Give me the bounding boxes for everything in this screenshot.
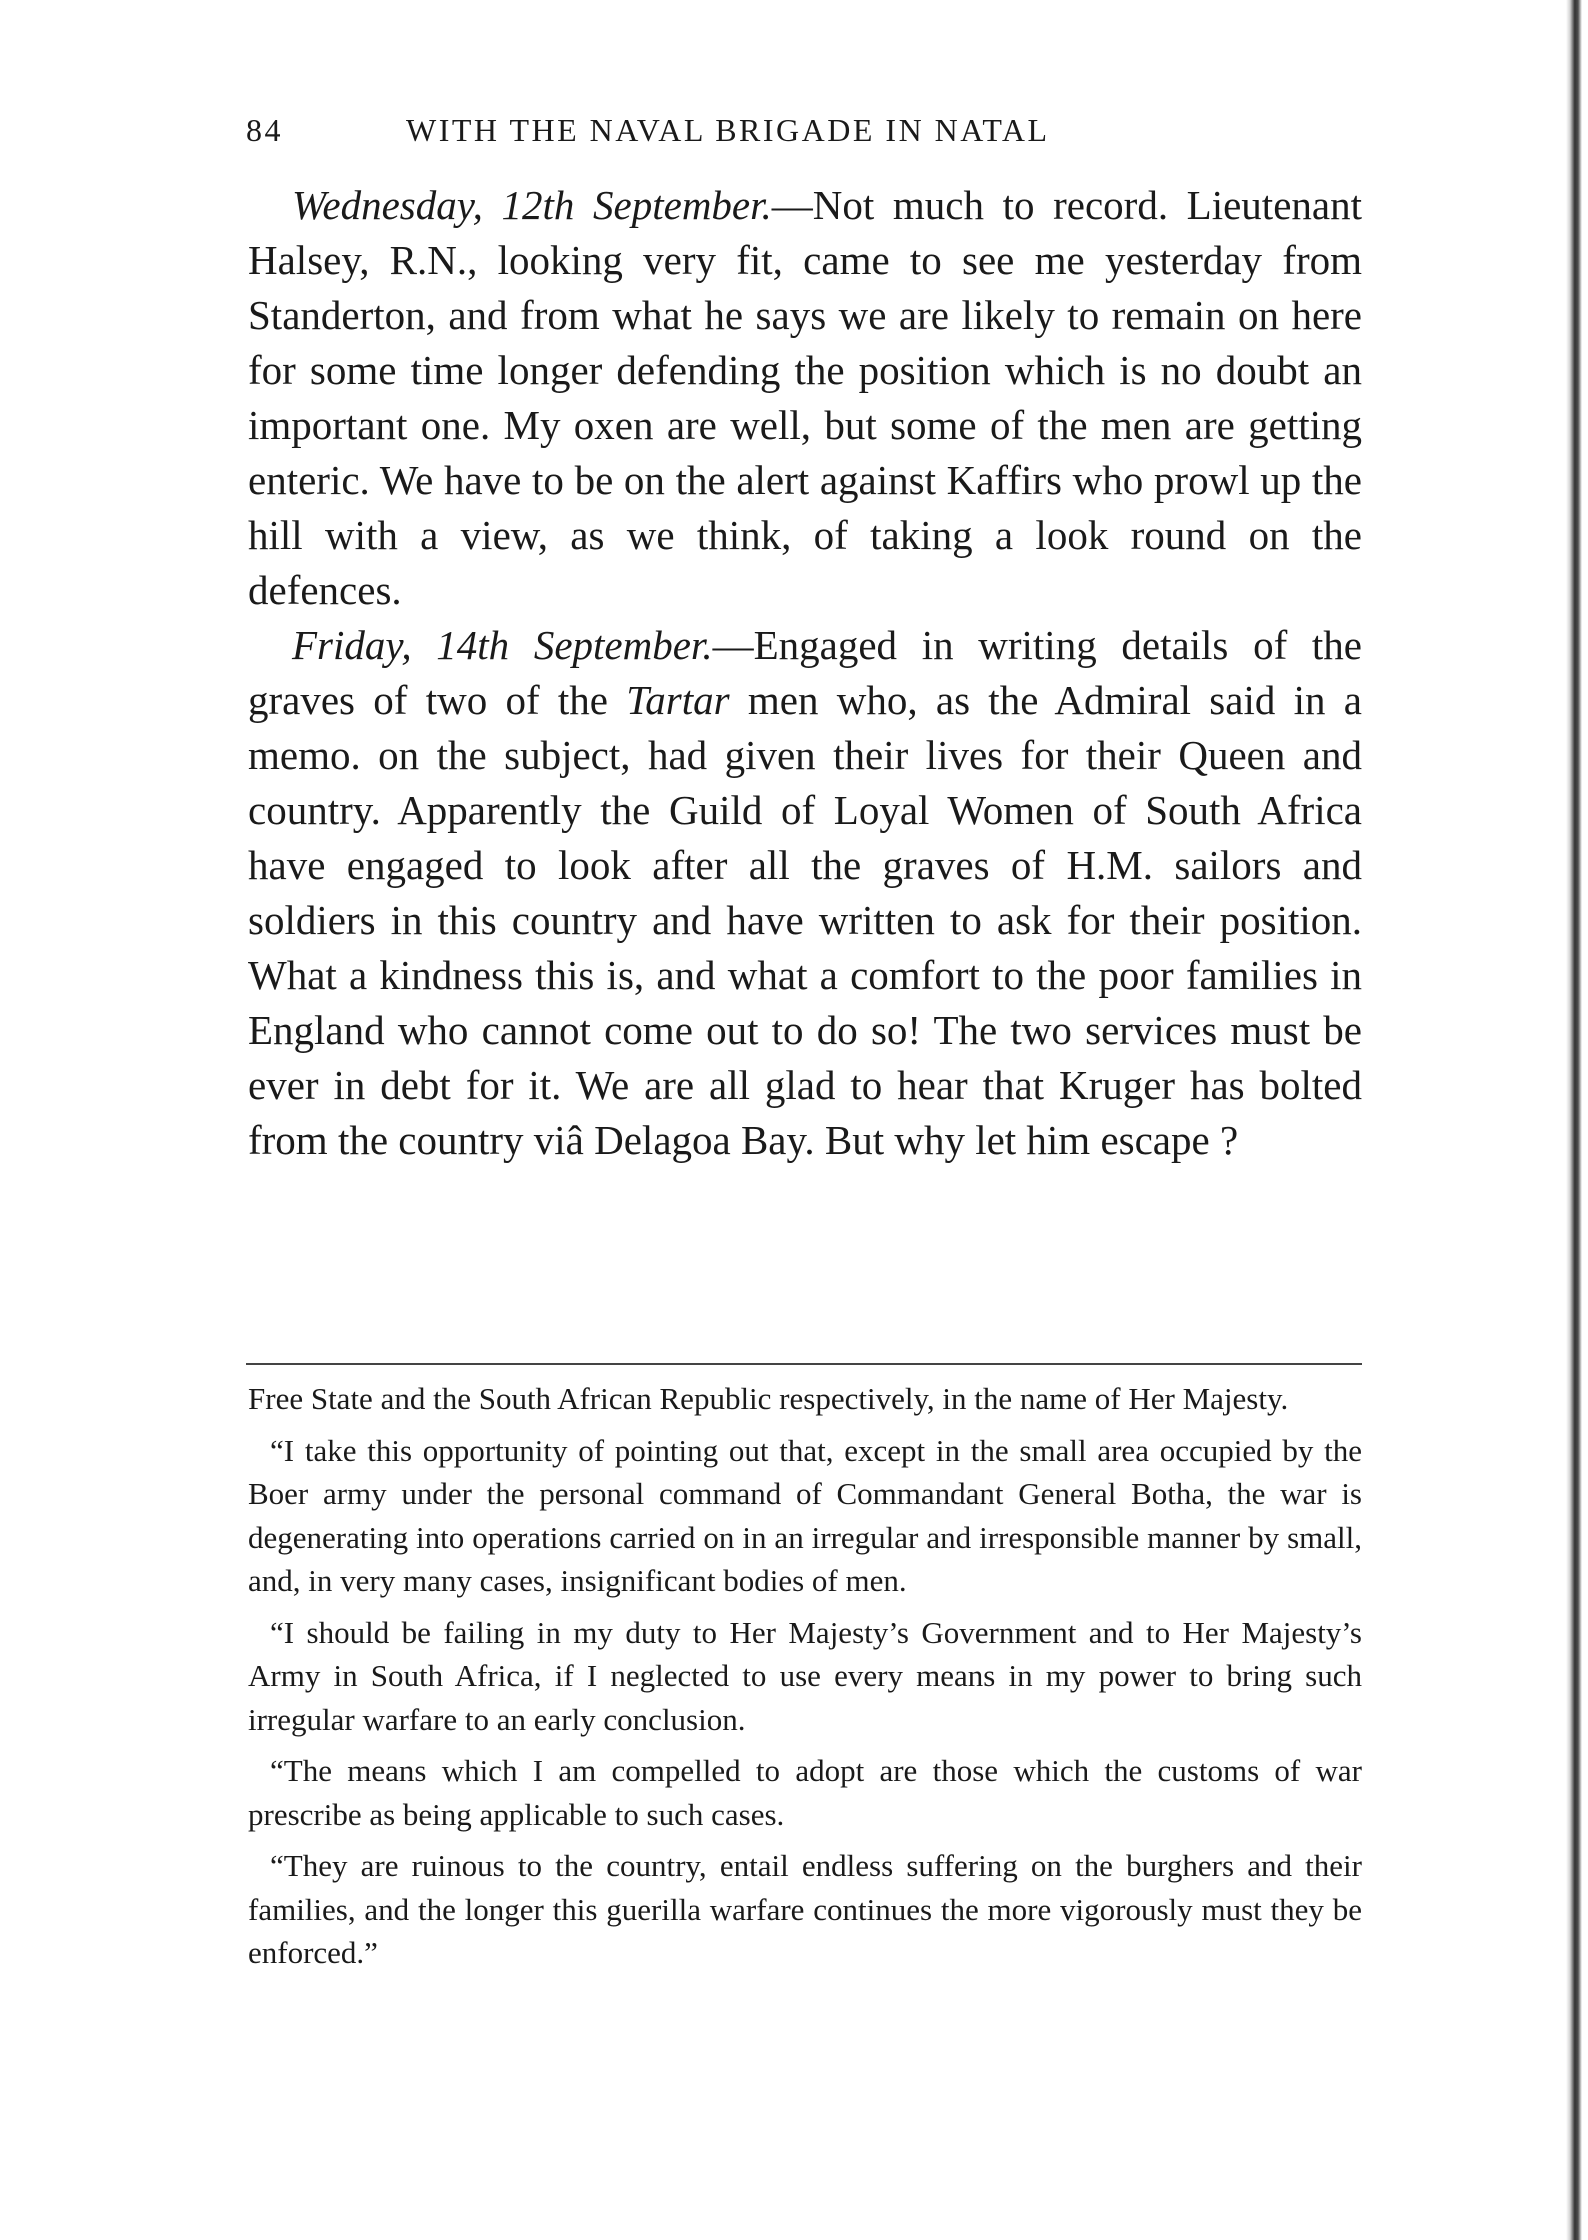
ship-name: Tartar xyxy=(626,677,730,723)
footnote-paragraph: Free State and the South African Republic respectively, in the name of Her Majesty. xyxy=(248,1381,1289,1416)
running-head-title: WITH THE NAVAL BRIGADE IN NATAL xyxy=(406,112,1050,148)
running-head xyxy=(246,100,1366,160)
entry-text: —Not much to record. Lieutenant Halsey, R.N., looking very fit, came to see me yesterday from Standerton, and from what he says we are likely to remain on here for some time longer defending the position which is no doubt an important one. My oxen are well, but some of the men are getting enteric. We have to be on the alert against Kaffirs who prowl up the hill with a view, as we think, of taking a look round on the defences. xyxy=(248,182,1362,613)
entry-text: —Engaged in writing details of the graves of two of the xyxy=(248,622,1362,723)
main-text xyxy=(248,178,1362,1168)
footnote-paragraph: “I should be failing in my duty to Her Majesty’s Government and to Her Majesty’s Army in South Africa, if I neglected to use every means in my power to bring such irregular warfare to an early conclusion. xyxy=(248,1614,1362,1737)
footnote-paragraph: “They are ruinous to the country, entail endless suffering on the burghers and their families, and the longer this guerilla warfare continues the more vigorously must they be enforced.” xyxy=(248,1848,1362,1970)
footnote-paragraph: “I take this opportunity of pointing out that, except in the small area occupied by the Boer army under the personal command of Commandant General Botha, the war is degenerating into operations carried on in an irregular and irresponsible manner by small, and, in very many cases, insignificant bodies of men. xyxy=(248,1432,1362,1598)
diary-entry-wednesday xyxy=(248,178,1362,618)
entry-date-label: Friday, 14th September. xyxy=(292,622,713,668)
entry-text-continued: men who, as the Admiral said in a memo. on the subject, had given their lives for their Queen and country. Apparently the Guild of Loyal Women of South Africa have engaged to look after all the graves of H.M. sailors and soldiers in this country and have written to ask for their position. What a kindness this is, and what a comfort to the poor families in England who cannot come out to do so! The two services must be ever in debt for it. We are all glad to hear that Kruger has bolted from the country viâ Delagoa Bay. But why let him escape ? xyxy=(248,677,1362,1163)
page-margin-edge xyxy=(1582,0,1588,2240)
page-binding-edge xyxy=(1566,0,1582,2240)
page-number: 84 xyxy=(246,112,283,148)
footnote-paragraph: “The means which I am compelled to adopt are those which the customs of war prescribe as being applicable to such cases. xyxy=(248,1753,1362,1832)
footnote xyxy=(248,1377,1362,1983)
footnote-separator-rule xyxy=(246,1363,1362,1365)
entry-date-label: Wednesday, 12th September. xyxy=(292,182,772,228)
diary-entry-friday xyxy=(248,618,1362,1168)
